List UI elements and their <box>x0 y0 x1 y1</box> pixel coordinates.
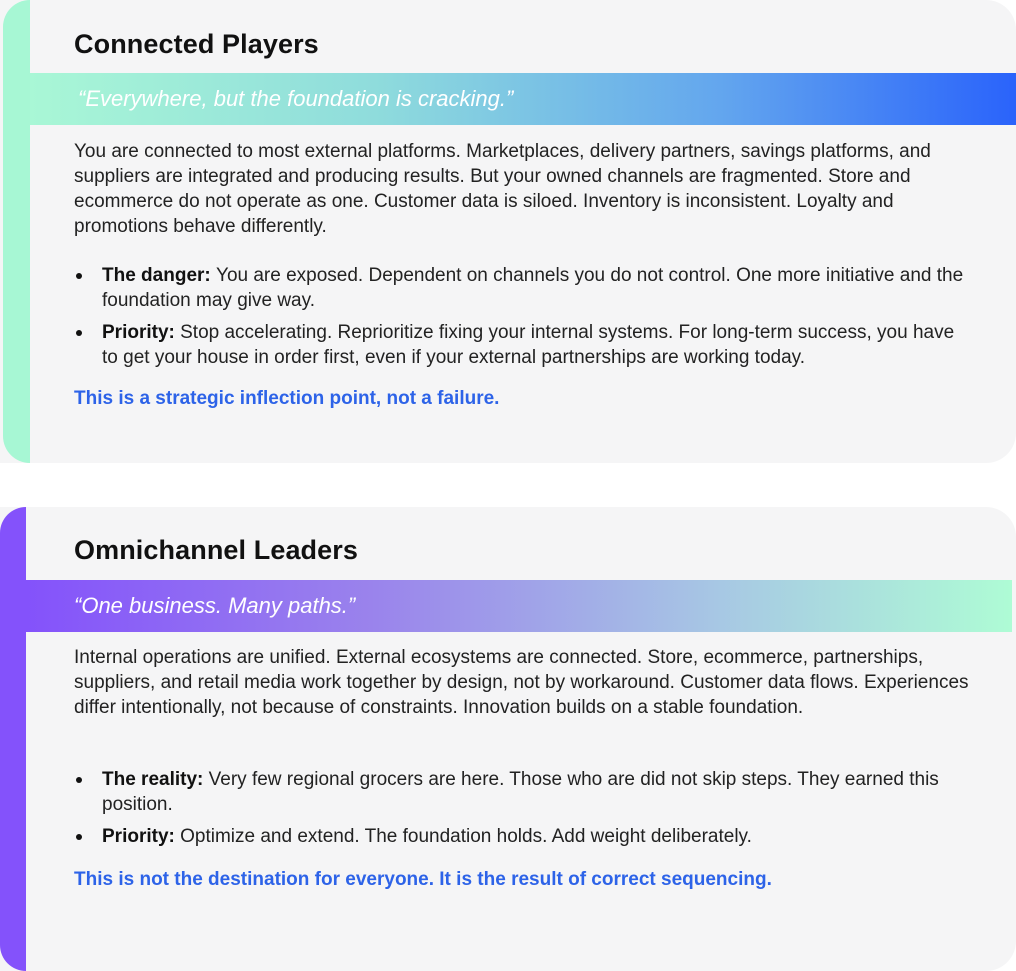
card-title: Omnichannel Leaders <box>74 535 358 565</box>
body-paragraph: You are connected to most external platforms. Marketplaces, delivery partners, savings platforms, and suppliers are integrated and producing results. But your owned channels are fragmented. Store and ecommerce do not operate as one. Customer data is siloed. Inventory is inconsistent. Loyalty and promotions behave differently. <box>74 141 931 237</box>
card-title: Connected Players <box>74 29 319 59</box>
list-item <box>74 263 974 313</box>
bullet-text: Stop accelerating. Reprioritize fixing your internal systems. For long-term success, you have to get your house in order first, even if your external partnerships are working today. <box>102 322 955 368</box>
bullet-icon <box>76 330 82 336</box>
quote-text: “Everywhere, but the foundation is cracking.” <box>78 86 514 111</box>
bullet-icon <box>76 273 82 279</box>
card-omnichannel-leaders <box>0 507 1016 971</box>
bullet-text: Very few regional grocers are here. Those who are did not skip steps. They earned this position. <box>102 769 939 815</box>
accent-bar <box>3 0 30 463</box>
quote-banner <box>30 73 1016 125</box>
bullet-lead: The reality: <box>102 769 209 790</box>
bullet-text: You are exposed. Dependent on channels you do not control. One more initiative and the foundation may give way. <box>102 265 964 311</box>
callout-text: This is not the destination for everyone. It is the result of correct sequencing. <box>74 869 772 890</box>
bullet-icon <box>76 777 82 783</box>
accent-bar <box>0 507 26 971</box>
quote-banner <box>26 580 1012 632</box>
card-connected-players <box>0 0 1016 463</box>
callout-text: This is a strategic inflection point, not a failure. <box>74 388 500 409</box>
bullet-lead: Priority: <box>102 322 181 343</box>
bullet-lead: Priority: <box>102 826 181 847</box>
quote-text: “One business. Many paths.” <box>74 593 356 618</box>
list-item <box>74 767 974 817</box>
bullet-list <box>74 767 974 856</box>
list-item <box>74 824 974 849</box>
body-paragraph: Internal operations are unified. External ecosystems are connected. Store, ecommerce, partnerships, suppliers, and retail media work together by design, not by workaround. Customer data flows. Experiences differ intentionally, not because of constraints. Innovation builds on a stable foundation. <box>74 647 969 718</box>
bullet-list <box>74 263 974 377</box>
bullet-lead: The danger: <box>102 265 217 286</box>
bullet-text: Optimize and extend. The foundation holds. Add weight deliberately. <box>180 826 752 847</box>
list-item <box>74 320 974 370</box>
bullet-icon <box>76 834 82 840</box>
